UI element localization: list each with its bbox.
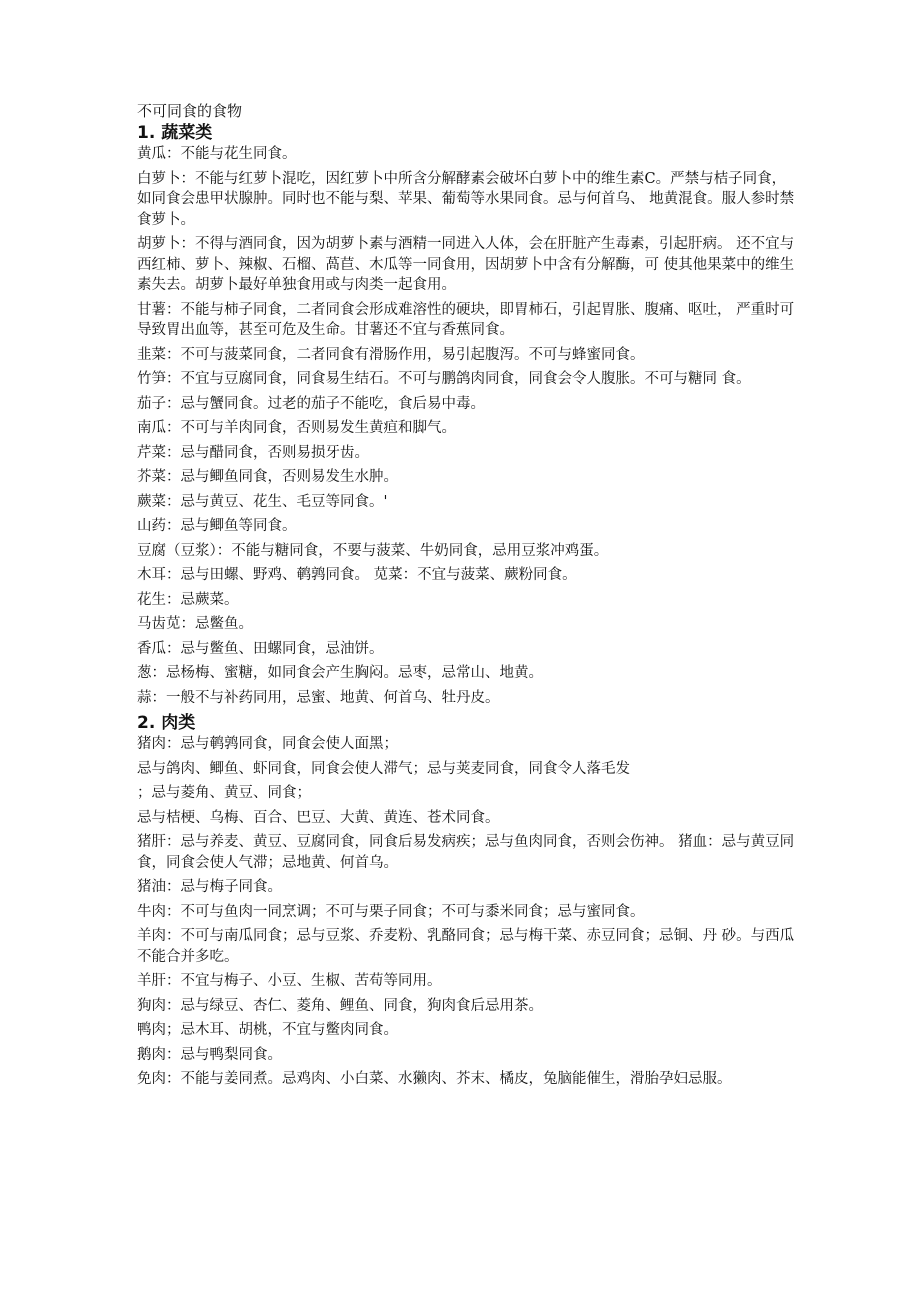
entry-mustard-greens: 芥菜：忌与鲫鱼同食，否则易发生水肿。 [137,469,398,485]
entry-goose: 鹅肉：忌与鸭梨同食。 [137,1046,282,1063]
section-heading [137,122,797,144]
entry-muskmelon: 香瓜：忌与鳖鱼、田螺同食，忌油饼。 [137,640,384,657]
entry-lard: 猪油：忌与梅子同食。 [137,879,282,895]
section-vegetables [137,122,797,708]
entry-pork-cont-1: 忌与鸽肉、鲫鱼、虾同食，同食会使人滞气；忌与荚麦同食，同食令人落毛发 [137,760,630,777]
entry-scallion: 葱：忌杨梅、蜜糖，如同食会产生胸闷。忌枣，忌常山、地黄。 [137,665,543,681]
section-title: 蔬菜类 [161,123,213,143]
entry-garlic: 蒜：一般不与补药同用，忌蜜、地黄、何首乌、牡丹皮。 [137,689,500,706]
entry-lamb-liver: 羊肝：不宜与梅子、小豆、生椒、苦苟等同用。 [137,973,442,989]
document-page [137,101,797,1094]
entry-celery: 芹菜：忌与醋同食，否则易损牙齿。 [137,444,369,461]
entry-pork-liver: 猪肝：忌与养麦、黄豆、豆腐同食，同食后易发病疾；忌与鱼肉同食，否则会伤神。 猪血：忌与黄豆同食，同食会使人气滞；忌地黄、何首乌。 [137,834,795,871]
entry-sweet-potato: 甘薯：不能与柿子同食，二者同食会形成难溶性的硬块，即胃柿石，引起胃胀、腹痛、呕吐， 严重时可导致胃出血等，甚至可危及生命。甘薯还不宜与香蕉同食。 [137,301,795,338]
entry-chives: 韭菜：不可与菠菜同食，二者同食有滑肠作用，易引起腹泻。不可与蜂蜜同食。 [137,346,645,363]
entry-pork: 猪肉：忌与鹌鹑同食，同食会使人面黑； [137,736,398,752]
entry-cucumber: 黄瓜：不能与花生同食。 [137,146,297,162]
entry-wood-ear: 木耳：忌与田螺、野鸡、鹌鹑同食。 苋菜：不宜与菠菜、蕨粉同食。 [137,567,577,583]
entry-white-radish: 白萝卜：不能与红萝卜混吃，因红萝卜中所含分解酵素会破坏白萝卜中的维生素C。严禁与桔子同食，如同食会患甲状腺肿。同时也不能与梨、苹果、葡萄等水果同食。忌与何首乌、 地黄混食。服人参时禁食萝卜。 [137,170,795,228]
entry-bamboo-shoot: 竹笋：不宜与豆腐同食，同食易生结石。不可与鹏鸽肉同食，同食会令人腹胀。不可与糖同 食。 [137,371,751,387]
document-title: 不可同食的食物 [137,102,243,120]
entry-mutton: 羊肉：不可与南瓜同食；忌与豆浆、乔麦粉、乳酪同食；忌与梅干菜、赤豆同食；忌铜、丹 砂。与西瓜不能合并多吃。 [137,928,795,965]
entry-dog-meat: 狗肉：忌与绿豆、杏仁、菱角、鲤鱼、同食，狗肉食后忌用茶。 [137,997,543,1014]
entry-tofu: 豆腐（豆浆）：不能与糖同食，不要与菠菜、牛奶同食，忌用豆浆冲鸡蛋。 [137,542,609,559]
entry-rabbit: 免肉：不能与姜同煮。忌鸡肉、小白菜、水獭肉、芥末、橘皮，兔脑能催生，滑胎孕妇忌服。 [137,1071,732,1087]
entry-beef: 牛肉：不可与鱼肉一同烹调；不可与栗子同食；不可与黍米同食；忌与蜜同食。 [137,903,645,920]
entry-eggplant: 茄子：忌与蟹同食。过老的茄子不能吃，食后易中毒。 [137,395,485,412]
section-meats [137,712,797,1090]
section-number: 1. [137,123,156,143]
entry-pumpkin: 南瓜：不可与羊肉同食，否则易发生黄疸和脚气。 [137,420,456,436]
section-heading [137,712,797,734]
section-number: 2. [137,713,156,733]
entry-fern: 蕨菜：忌与黄豆、花生、毛豆等同食。' [137,493,388,510]
section-title: 肉类 [161,713,196,733]
entry-peanut: 花生：忌蕨菜。 [137,591,239,608]
entry-carrot: 胡萝卜：不得与酒同食，因为胡萝卜素与酒精一同进入人体，会在肝脏产生毒素，引起肝病。 还不宜与西红柿、萝卜、辣椒、石榴、萵苣、木瓜等一同食用，因胡萝卜中含有分解酶，可 使其他果菜中的维生素失去。胡萝卜最好单独食用或与肉类一起食用。 [137,236,795,293]
entry-pork-cont-2: ；忌与菱角、黄豆、同食； [137,785,311,801]
entry-duck: 鸭肉；忌木耳、胡桃，不宜与鳖肉同食。 [137,1022,398,1038]
entry-yam: 山药：忌与鲫鱼等同食。 [137,518,297,534]
entry-purslane: 马齿苋：忌鳖鱼。 [137,616,253,632]
entry-pork-cont-3: 忌与桔梗、乌梅、百合、巴豆、大黄、黄连、苍术同食。 [137,809,500,826]
